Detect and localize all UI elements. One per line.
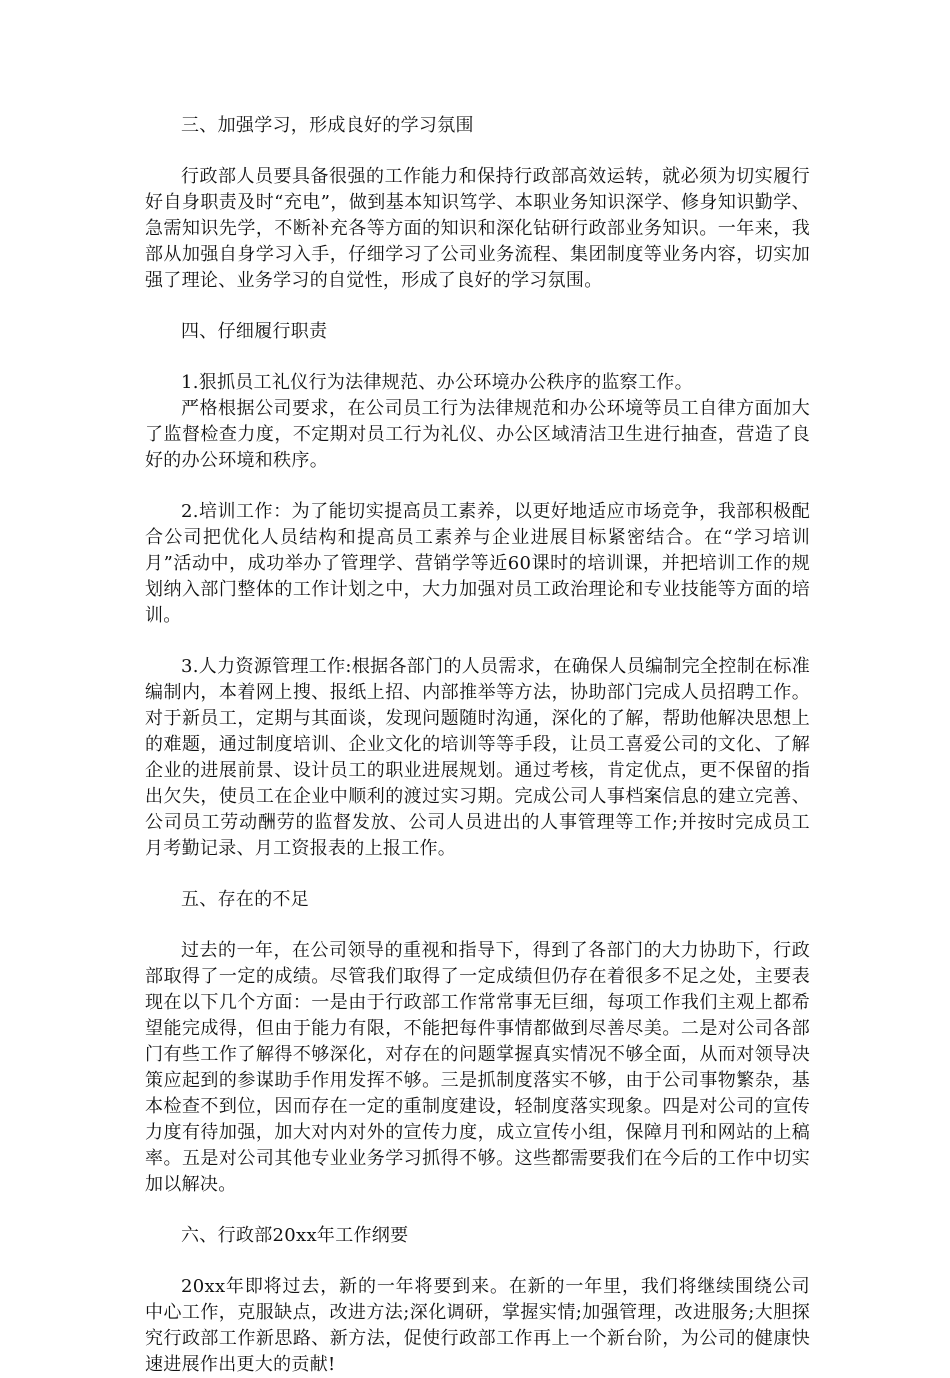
section-heading-4: 四、仔细履行职责 <box>181 321 328 342</box>
section-3-paragraph: 行政部人员要具备很强的工作能力和保持行政部高效运转，就必须为切实履行好自身职责及时“充电”，做到基本知识笃学、本职业务知识深学、修身知识勤学、急需知识先学，不断补充各等方面的知识和深化钻研行政部业务知识。一年来，我部从加强自身学习入手，仔细学习了公司业务流程、集团制度等业务内容，切实加强了理论、业务学习的自觉性，形成了良好的学习氛围。 <box>145 166 810 291</box>
section-heading-6: 六、行政部20xx年工作纲要 <box>181 1225 409 1246</box>
section-heading-5: 五、存在的不足 <box>181 889 310 910</box>
section-heading-3: 三、加强学习，形成良好的学习氛围 <box>181 115 474 136</box>
section-4-item-3: 3.人力资源管理工作:根据各部门的人员需求，在确保人员编制完全控制在标准编制内，本着网上搜、报纸上招、内部推举等方法，协助部门完成人员招聘工作。对于新员工，定期与其面谈，发现问题随时沟通，深化的了解，帮助他解决思想上的难题，通过制度培训、企业文化的培训等等手段，让员工喜爱公司的文化、了解企业的进展前景、设计员工的职业进展规划。通过考核，肯定优点，更不保留的指出欠失，使员工在企业中顺利的渡过实习期。完成公司人事档案信息的建立完善、公司员工劳动酬劳的监督发放、公司人员进出的人事管理等工作;并按时完成员工月考勤记录、月工资报表的上报工作。 <box>145 656 810 859</box>
section-4-item-1-body: 严格根据公司要求，在公司员工行为法律规范和办公环境等员工自律方面加大了监督检查力度，不定期对员工行为礼仪、办公区域清洁卫生进行抽查，营造了良好的办公环境和秩序。 <box>145 398 810 471</box>
section-6-paragraph: 20xx年即将过去，新的一年将要到来。在新的一年里，我们将继续围绕公司中心工作，克服缺点，改进方法;深化调研，掌握实情;加强管理，改进服务;大胆探究行政部工作新思路、新方法，促使行政部工作再上一个新台阶，为公司的健康快速进展作出更大的贡献! <box>145 1276 810 1375</box>
section-4-item-1-title: 1.狠抓员工礼仪行为法律规范、办公环境办公秩序的监察工作。 <box>181 372 693 393</box>
document-body <box>145 113 810 1378</box>
section-5-paragraph: 过去的一年，在公司领导的重视和指导下，得到了各部门的大力协助下，行政部取得了一定的成绩。尽管我们取得了一定成绩但仍存在着很多不足之处，主要表现在以下几个方面：一是由于行政部工作常常事无巨细，每项工作我们主观上都希望能完成得，但由于能力有限，不能把每件事情都做到尽善尽美。二是对公司各部门有些工作了解得不够深化，对存在的问题掌握真实情况不够全面，从而对领导决策应起到的参谋助手作用发挥不够。三是抓制度落实不够，由于公司事物繁杂，基本检查不到位，因而存在一定的重制度建设，轻制度落实现象。四是对公司的宣传力度有待加强，加大对内对外的宣传力度，成立宣传小组，保障月刊和网站的上稿率。五是对公司其他专业业务学习抓得不够。这些都需要我们在今后的工作中切实加以解决。 <box>145 940 810 1195</box>
section-4-item-2: 2.培训工作：为了能切实提高员工素养，以更好地适应市场竞争，我部积极配合公司把优化人员结构和提高员工素养与企业进展目标紧密结合。在“学习培训月”活动中，成功举办了管理学、营销学等近60课时的培训课，并把培训工作的规划纳入部门整体的工作计划之中，大力加强对员工政治理论和专业技能等方面的培训。 <box>145 501 810 626</box>
